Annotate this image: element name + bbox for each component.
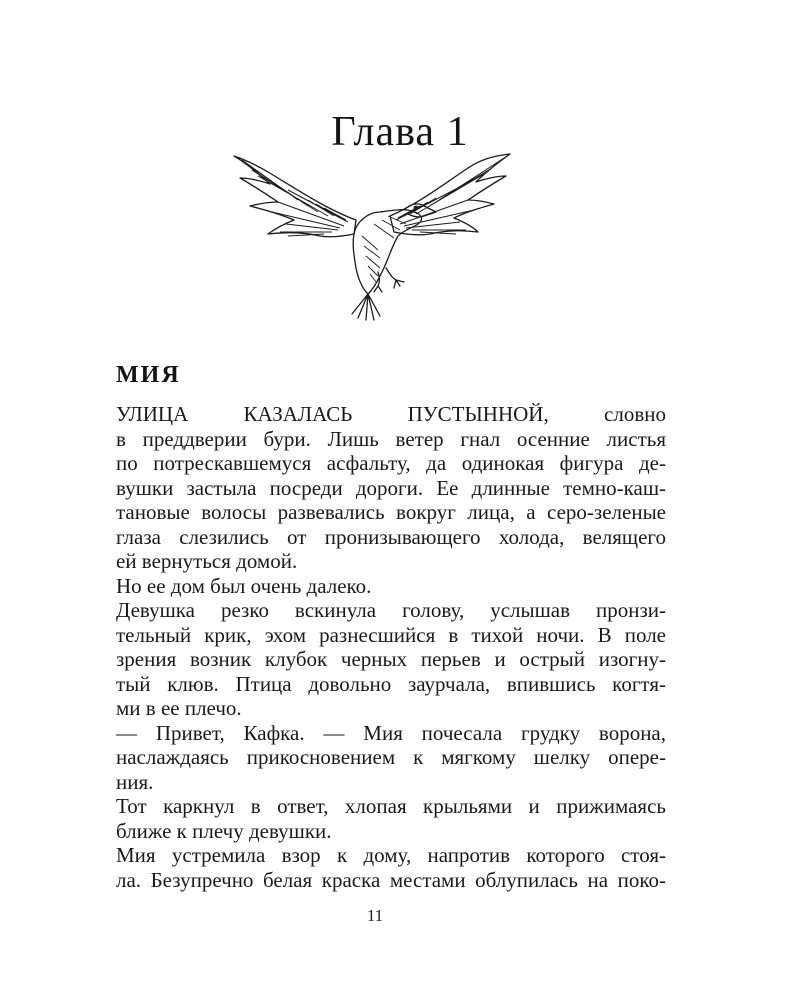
text-line: — Привет, Кафка. — Мия почесала грудку ворона,	[116, 720, 666, 745]
raven-icon	[228, 150, 518, 322]
text-line: ми в ее плечо.	[116, 696, 242, 720]
text-line: ей вернуться домой.	[116, 549, 298, 573]
body-text	[116, 402, 666, 892]
chapter-title: Глава 1	[331, 109, 469, 155]
text-line: зрения возник клубок черных перьев и острый изогну-	[116, 647, 666, 671]
text-line: тый клюв. Птица довольно заурчала, впившись когтя-	[116, 671, 666, 696]
section-heading: МИЯ	[116, 362, 181, 388]
text-line: тельный крик, эхом разнесшийся в тихой ночи. В поле	[116, 622, 666, 647]
text-line: УЛИЦА КАЗАЛАСЬ ПУСТЫННОЙ, словно	[116, 402, 666, 426]
text-line: вушки застыла посреди дороги. Ее длинные темно-каш-	[116, 475, 666, 500]
text-line: ния.	[116, 769, 154, 794]
text-line: ла. Безупречно белая краска местами облупилась на поко-	[116, 867, 666, 892]
text-line: тановые волосы развевались вокруг лица, а серо-зеленые	[116, 500, 666, 524]
text-line: Тот каркнул в ответ, хлопая крыльями и прижимаясь	[116, 794, 666, 818]
text-line: глаза слезились от пронизывающего холода, велящего	[116, 524, 666, 549]
text-line: наслаждаясь прикосновением к мягкому шелку опере-	[116, 745, 666, 769]
text-line: Но ее дом был очень далеко.	[116, 573, 372, 598]
text-line: в преддверии бури. Лишь ветер гнал осенние листья	[116, 426, 666, 451]
text-line: Мия устремила взор к дому, напротив которого стоя-	[116, 843, 666, 867]
text-line: ближе к плечу девушки.	[116, 818, 332, 843]
text-line: по потрескавшемуся асфальту, да одинокая фигура де-	[116, 451, 666, 475]
page-number: 11	[366, 906, 384, 925]
text-line: Девушка резко вскинула голову, услышав пронзи-	[116, 598, 666, 622]
